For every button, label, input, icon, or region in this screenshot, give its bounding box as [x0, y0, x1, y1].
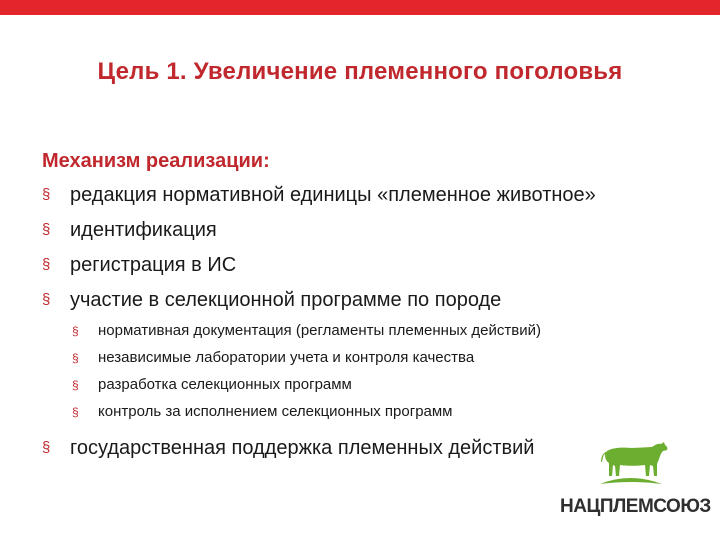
sub-list-item: [72, 321, 702, 348]
bullet-marker: §: [42, 221, 51, 238]
sub-list-item-text: независимые лаборатории учета и контроля качества: [98, 349, 475, 366]
list-item-text: идентификация: [70, 219, 217, 241]
sub-list-item-text: разработка селекционных программ: [98, 376, 352, 393]
list-item: [42, 217, 702, 252]
logo-text: НАЦПЛЕМСОЮЗ: [560, 496, 711, 517]
list-item: [42, 287, 702, 322]
sub-list-item: [72, 402, 702, 429]
list-item-text: государственная поддержка племенных действий: [70, 437, 535, 459]
list-item-text: редакция нормативной единицы «племенное животное»: [70, 184, 596, 206]
bullet-marker: §: [72, 324, 79, 338]
sub-list-item-text: контроль за исполнением селекционных программ: [98, 403, 453, 420]
bullet-marker: §: [42, 256, 51, 273]
sub-list-item-text: нормативная документация (регламенты племенных действий): [98, 322, 541, 339]
bullet-marker: §: [42, 186, 51, 203]
main-bullet-list: [42, 182, 702, 322]
list-item-text: регистрация в ИС: [70, 254, 237, 276]
list-item: [42, 182, 702, 217]
bullet-marker: §: [72, 378, 79, 392]
slide-title: Цель 1. Увеличение племенного поголовья: [97, 58, 623, 85]
natsplemsoyuz-logo: [560, 432, 711, 527]
bullet-marker: §: [72, 351, 79, 365]
bullet-marker: §: [42, 291, 51, 308]
sub-list-item: [72, 375, 702, 402]
bullet-marker: §: [72, 405, 79, 419]
list-item: [42, 252, 702, 287]
sub-list-item: [72, 348, 702, 375]
slide-content: [42, 148, 702, 470]
list-item-text: участие в селекционной программе по породе: [70, 289, 502, 311]
sub-bullet-list: [72, 321, 702, 429]
bullet-marker: §: [42, 439, 51, 456]
top-accent-bar: [0, 0, 720, 15]
mechanism-heading: Механизм реализации:: [42, 150, 270, 172]
cow-icon: [560, 432, 700, 498]
